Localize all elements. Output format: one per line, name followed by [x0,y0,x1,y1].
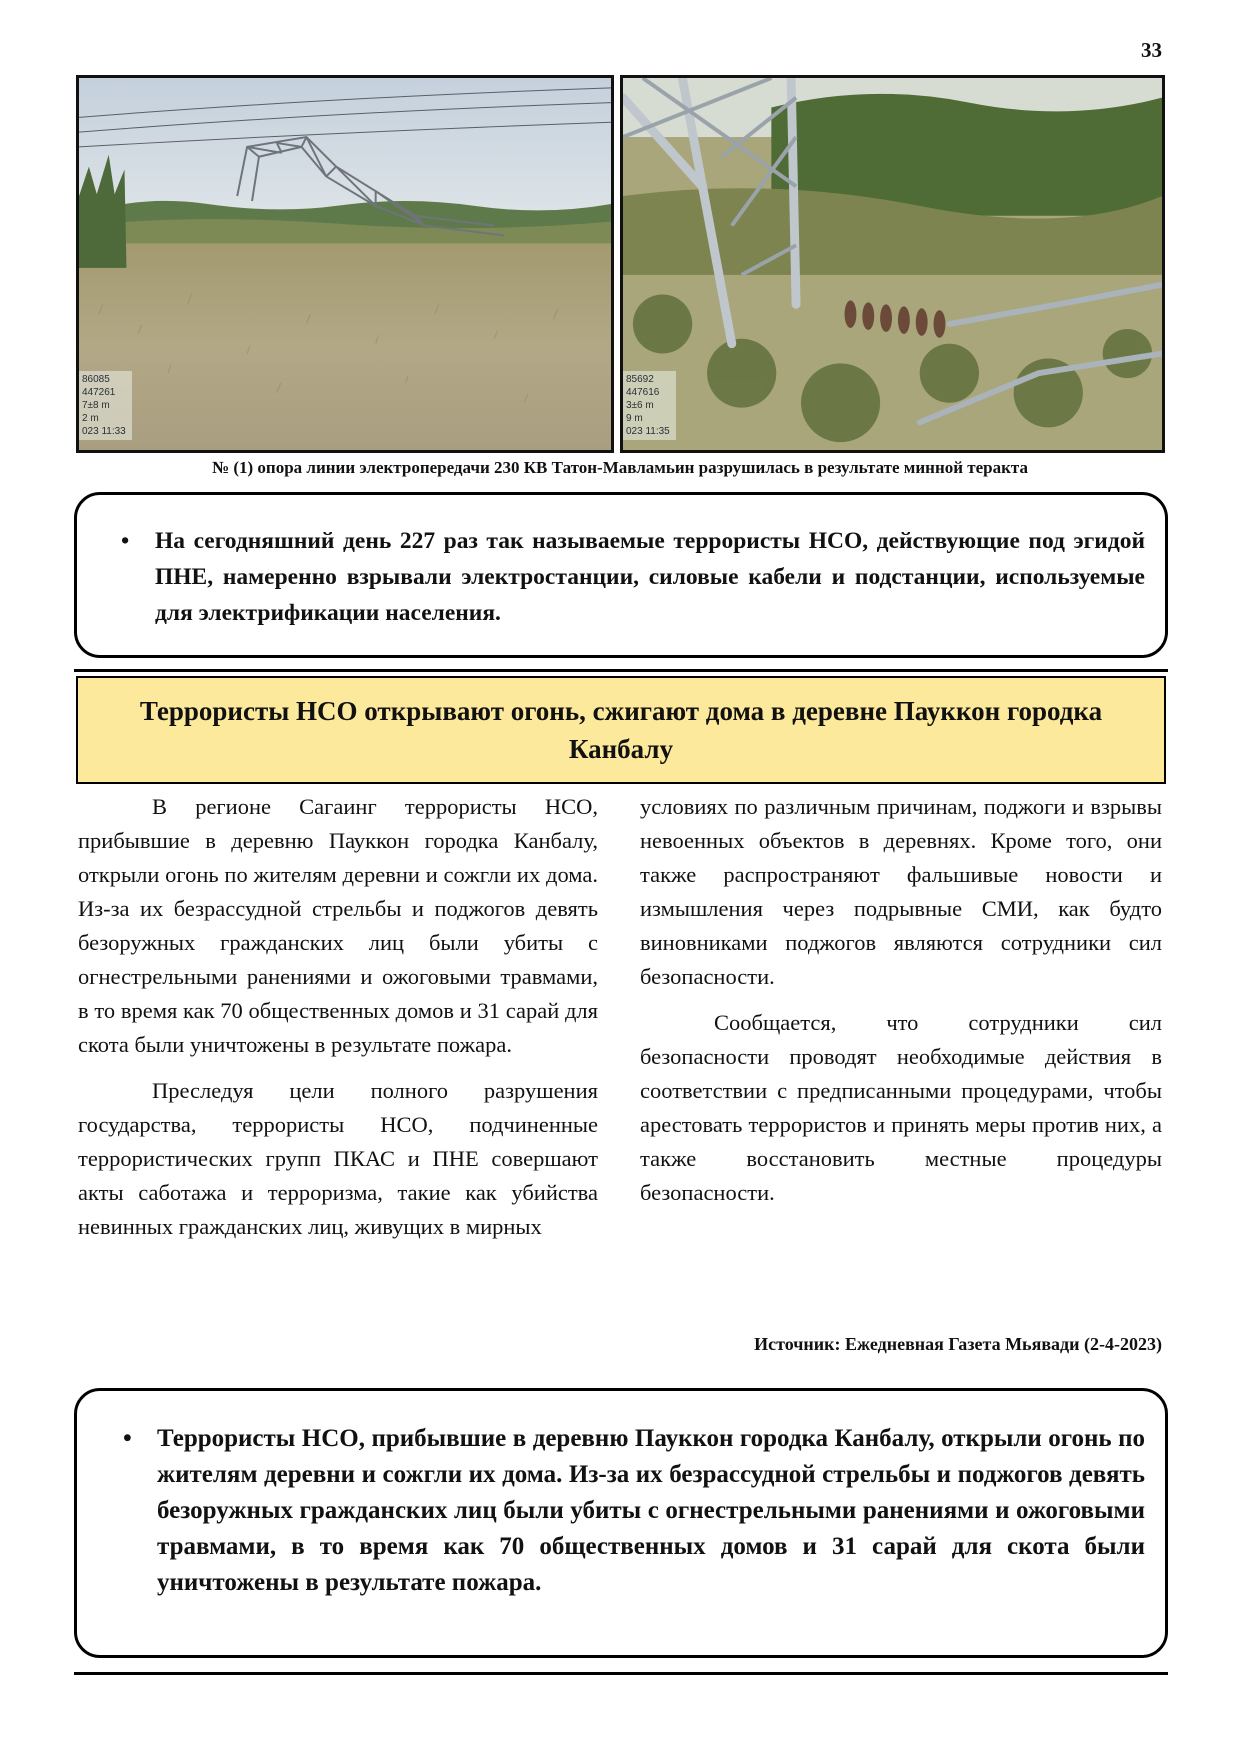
gps-line: 3±6 m [626,400,654,411]
article-source: Источник: Ежедневная Газета Мьявади (2-4-2023) [754,1334,1162,1354]
article-paragraph: условиях по различным причинам, поджоги и взрывы невоенных объектов в деревнях. Кроме того, они также распространяют фальшивые новости и измышления через подрывные СМИ, как будто виновниками поджогов являются сотрудники сил безопасности. [640,794,1162,989]
gps-stamp-right [623,371,676,440]
photo-caption: № (1) опора линии электропередачи 230 КВ Татон-Мавламьин разрушилась в результате минной теракта [212,458,1028,477]
gps-line: 9 m [626,413,643,424]
article-headline: Террористы НСО открывают огонь, сжигают дома в деревне Пауккон городка Канбалу [76,676,1166,784]
callout-bullet: • На сегодняшний день 227 раз так называемые террористы НСО, действующие под эгидой ПНЕ, намеренно взрывали электростанции, силовые кабели и подстанции, используемые для электрификации населения. [127,523,1145,631]
tower-base-image [623,78,1162,450]
callout-bullet: • Террористы НСО, прибывшие в деревню Пауккон городка Канбалу, открыли огонь по жителям деревни и сожгли их дома. Из-за их безрассудной стрельбы и поджогов девять безоружных гражданских лиц были убиты с огнестрельными ранениями и ожоговыми травмами, в то время как 70 общественных домов и 31 сарай для скота были уничтожены в результате пожара. [129,1421,1145,1601]
collapsed-tower-photo [76,75,614,453]
gps-line: 85692 [626,374,654,385]
divider-rule [74,669,1168,672]
gps-line: 447616 [626,387,660,398]
gps-line: 2 m [82,413,99,424]
collapsed-tower-image [79,78,611,450]
gps-stamp-left [79,371,132,440]
article-paragraph: В регионе Сагаинг террористы НСО, прибывшие в деревню Пауккон городка Канбалу, открыли огонь по жителям деревни и сожгли их дома. Из-за их безрассудной стрельбы и поджогов девять безоружных гражданских лиц были убиты с огнестрельными ранениями и ожоговыми травмами, в то время как 70 общественных домов и 31 сарай для скота были уничтожены в результате пожара. [78,794,598,1057]
gps-line: 447261 [82,387,116,398]
article-column-right [640,790,1162,1210]
callout-box-bottom [74,1388,1168,1658]
page-number: 33 [1141,38,1162,62]
gps-line: 86085 [82,374,110,385]
article-column-left [78,790,598,1244]
divider-rule [74,1672,1168,1675]
gps-line: 023 11:33 [82,426,126,437]
gps-line: 023 11:35 [626,426,670,437]
article-paragraph: Преследуя цели полного разрушения государства, террористы НСО, подчиненные террористических групп ПКАС и ПНЕ совершают акты саботажа и терроризма, такие как убийства невинных гражданских лиц, живущих в мирных [78,1078,598,1239]
callout-box-top [74,492,1168,658]
tower-base-photo [620,75,1165,453]
gps-line: 7±8 m [82,400,110,411]
article-paragraph: Сообщается, что сотрудники сил безопасности проводят необходимые действия в соответствии с предписанными процедурами, чтобы арестовать террористов и принять меры против них, а также восстановить местные процедуры безопасности. [640,1010,1162,1205]
